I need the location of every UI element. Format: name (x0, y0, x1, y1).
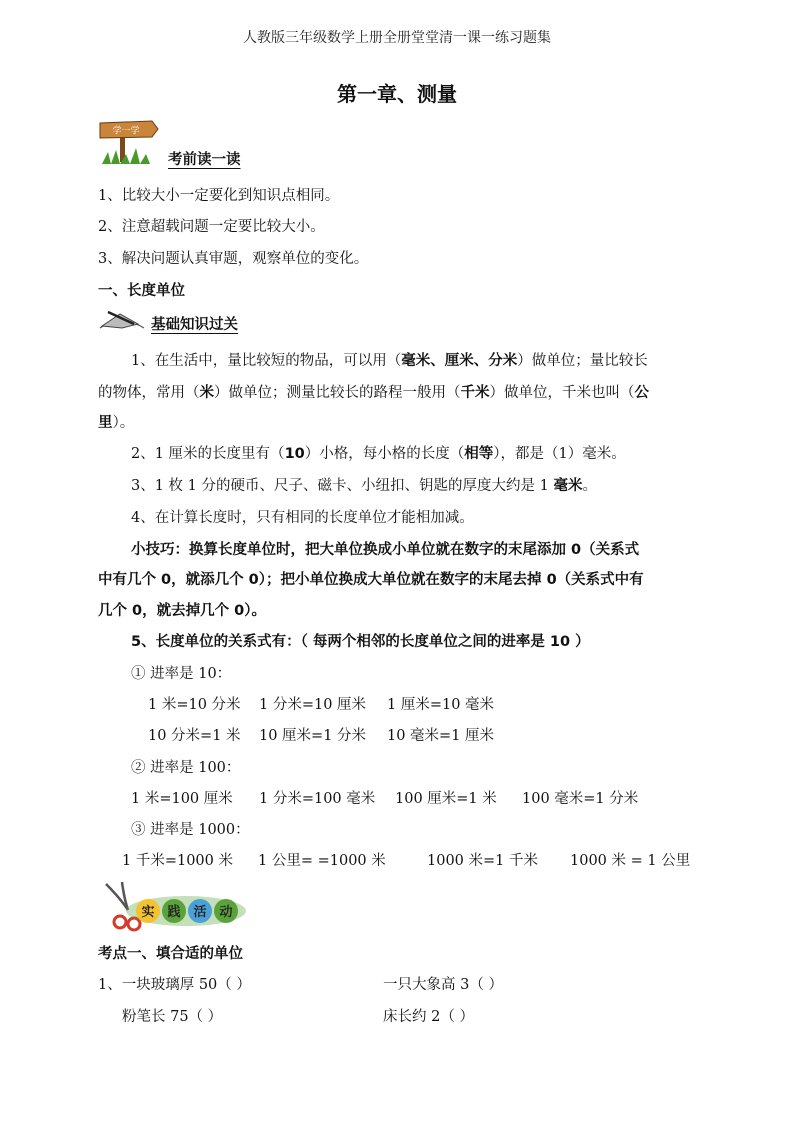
para-4: 4、在计算长度时，只有相同的长度单位才能相加减。 (131, 510, 474, 526)
exam-point-heading: 考点一、填合适的单位 (98, 946, 243, 962)
rate-10-r2-c3: 10 毫米=1 厘米 (387, 728, 495, 744)
book-pen-icon (98, 306, 146, 332)
practice-badge-char-1: 实 (141, 905, 155, 920)
rate-1000-c1: 1 千米=1000 米 (122, 853, 233, 869)
rate-10-r2-c1: 10 分米=1 米 (148, 728, 241, 744)
signpost-label: 学一学 (112, 126, 140, 137)
rate-100-c1: 1 米=100 厘米 (131, 791, 233, 807)
read-item-2: 2、注意超载问题一定要比较大小。 (98, 219, 325, 235)
para-3: 3、1 枚 1 分的硬币、尺子、磁卡、小纽扣、钥匙的厚度大约是 1 毫米。 (131, 478, 597, 494)
exercise-2a: 粉笔长 75（ ） (122, 1009, 223, 1025)
running-header: 人教版三年级数学上册全册堂堂清一课一练习题集 (243, 30, 551, 46)
read-item-3: 3、解决问题认真审题，观察单位的变化。 (98, 251, 369, 267)
rate-1000-label: ③ 进率是 1000： (131, 822, 250, 838)
rate-1000-c3: 1000 米=1 千米 (427, 853, 538, 869)
tip-line-2: 中有几个 0，就添几个 0）；把小单位换成大单位就在数字的末尾去掉 0（关系式中有 (98, 572, 644, 588)
rate-1000-c4: 1000 米 = 1 公里 (570, 853, 691, 869)
rate-10-r1-c1: 1 米=10 分米 (148, 697, 241, 713)
para-1-line-3: 里）。 (98, 415, 135, 431)
rate-10-r1-c3: 1 厘米=10 毫米 (387, 697, 495, 713)
practice-badge-char-4: 动 (219, 905, 233, 920)
practice-badge-char-3: 活 (193, 905, 207, 920)
exercise-2b: 床长约 2（ ） (383, 1009, 474, 1025)
rate-100-label: ② 进率是 100： (131, 760, 241, 776)
para-2: 2、1 厘米的长度里有（10）小格，每小格的长度（相等），都是（1）毫米。 (131, 446, 626, 462)
practice-badge-char-2: 践 (167, 905, 181, 920)
tip-line-1: 小技巧：换算长度单位时，把大单位换成小单位就在数字的末尾添加 0（关系式 (131, 542, 640, 558)
read-item-1: 1、比较大小一定要化到知识点相同。 (98, 188, 340, 204)
rate-100-c4: 100 毫米=1 分米 (522, 791, 639, 807)
rate-10-label: ① 进率是 10： (131, 666, 232, 682)
rate-10-r2-c2: 10 厘米=1 分米 (259, 728, 367, 744)
rate-100-c3: 100 厘米=1 米 (395, 791, 497, 807)
signpost-icon (96, 118, 160, 168)
section-read-heading: 考前读一读 (168, 152, 241, 168)
tip-line-3: 几个 0，就去掉几个 0）。 (98, 603, 267, 619)
unit-heading: 一、长度单位 (98, 283, 185, 299)
rate-100-c2: 1 分米=100 毫米 (259, 791, 376, 807)
basics-heading: 基础知识过关 (151, 317, 238, 333)
rate-1000-c2: 1 公里= =1000 米 (258, 853, 386, 869)
rate-10-r1-c2: 1 分米=10 厘米 (259, 697, 367, 713)
para-5: 5、长度单位的关系式有：（ 每两个相邻的长度单位之间的进率是 10 ） (131, 634, 590, 650)
para-1-line-2: 的物体，常用（米）做单位；测量比较长的路程一般用（千米）做单位，千米也叫（公 (98, 385, 649, 401)
exercise-1a: 1、一块玻璃厚 50（ ） (98, 977, 251, 993)
exercise-1b: 一只大象高 3（ ） (383, 977, 503, 993)
para-1-line-1: 1、在生活中，量比较短的物品，可以用（毫米、厘米、分米）做单位；量比较长 (131, 353, 648, 369)
practice-badge (100, 880, 250, 932)
chapter-title: 第一章、测量 (337, 82, 457, 106)
